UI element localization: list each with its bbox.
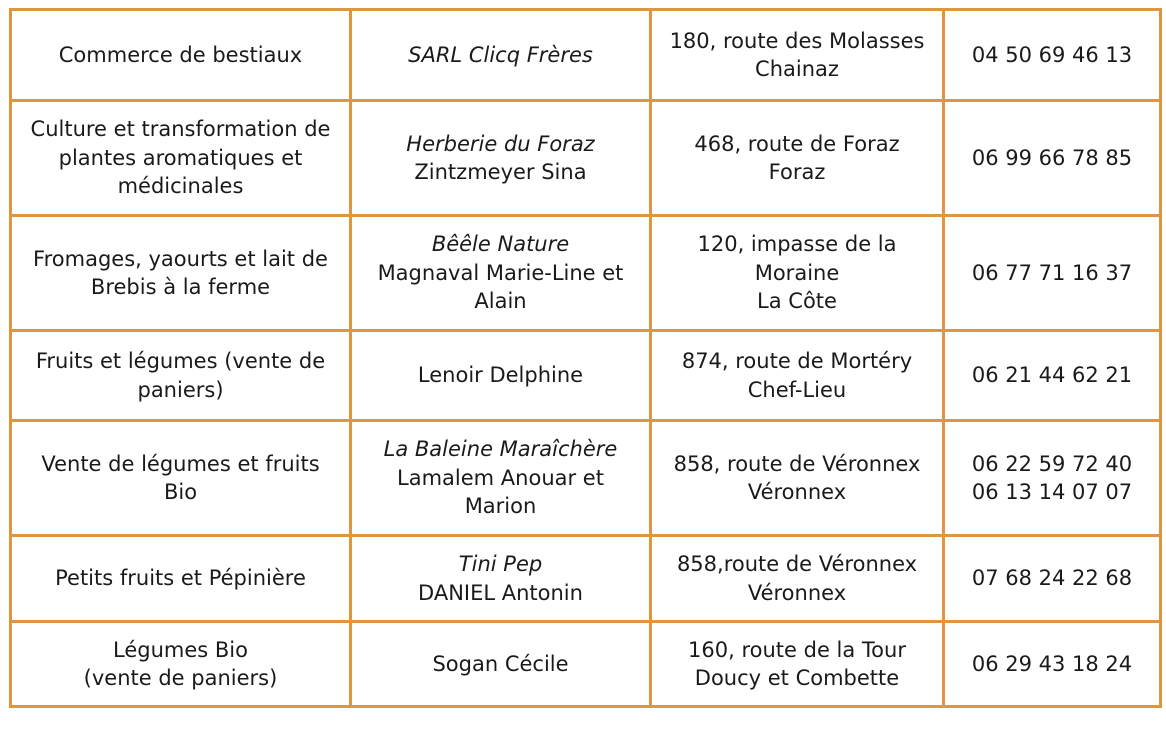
table-row bbox=[12, 332, 1159, 419]
owner-name: DANIEL Antonin bbox=[418, 580, 583, 605]
phone-cell bbox=[945, 11, 1159, 99]
address-line: 858, route de Véronnex bbox=[673, 451, 921, 476]
activity-line: Petits fruits et Pépinière bbox=[55, 566, 306, 591]
activity-cell bbox=[12, 332, 349, 419]
activity-line: Brebis à la ferme bbox=[90, 275, 271, 299]
phone-number: 06 29 43 18 24 bbox=[971, 651, 1133, 676]
phone-cell bbox=[945, 102, 1159, 214]
owner-name: Sogan Cécile bbox=[432, 651, 569, 676]
table-row bbox=[12, 11, 1159, 99]
owner-name: Magnaval Marie-Line et bbox=[377, 260, 624, 285]
owner-name: Alain bbox=[474, 289, 527, 314]
owner-name: Zintzmeyer Sina bbox=[414, 160, 587, 184]
activity-line: Fruits et légumes (vente de bbox=[35, 349, 326, 373]
phone-number: 06 22 59 72 40 bbox=[971, 451, 1133, 476]
phone-cell bbox=[945, 422, 1159, 534]
producers-table-container bbox=[9, 8, 1162, 708]
producer-cell bbox=[352, 217, 649, 329]
address-cell bbox=[652, 422, 942, 534]
address-cell bbox=[652, 11, 942, 99]
activity-cell bbox=[12, 422, 349, 534]
table-row bbox=[12, 422, 1159, 534]
activity-line: plantes aromatiques et bbox=[58, 145, 303, 170]
address-line: Véronnex bbox=[747, 480, 847, 504]
address-line: 160, route de la Tour bbox=[688, 637, 906, 662]
activity-cell bbox=[12, 217, 349, 329]
producer-cell bbox=[352, 623, 649, 705]
address-line: Foraz bbox=[768, 160, 826, 184]
phone-cell bbox=[945, 217, 1159, 329]
activity-cell bbox=[12, 537, 349, 620]
producer-cell bbox=[352, 422, 649, 534]
business-name: Tini Pep bbox=[458, 552, 543, 576]
activity-line: Commerce de bestiaux bbox=[58, 42, 303, 67]
phone-number: 06 77 71 16 37 bbox=[971, 260, 1133, 285]
phone-cell bbox=[945, 332, 1159, 419]
phone-cell bbox=[945, 537, 1159, 620]
activity-line: Culture et transformation de bbox=[30, 117, 331, 142]
address-line: Véronnex bbox=[747, 580, 847, 605]
table-row bbox=[12, 623, 1159, 705]
activity-line: médicinales bbox=[117, 174, 244, 199]
producer-cell bbox=[352, 332, 649, 419]
address-cell bbox=[652, 217, 942, 329]
owner-name: Lenoir Delphine bbox=[417, 363, 584, 388]
owner-name: Lamalem Anouar et bbox=[397, 465, 604, 490]
address-line: 468, route de Foraz bbox=[694, 131, 900, 156]
activity-line: Légumes Bio bbox=[113, 637, 248, 662]
producer-cell bbox=[352, 537, 649, 620]
address-cell bbox=[652, 623, 942, 705]
activity-cell bbox=[12, 102, 349, 214]
address-line: Moraine bbox=[754, 260, 840, 285]
address-line: 874, route de Mortéry bbox=[681, 349, 913, 373]
phone-number: 06 99 66 78 85 bbox=[971, 145, 1133, 170]
table-row bbox=[12, 217, 1159, 329]
business-name: Bêêle Nature bbox=[431, 232, 570, 257]
activity-line: Vente de légumes et fruits bbox=[41, 451, 320, 476]
address-cell bbox=[652, 537, 942, 620]
address-line: Chainaz bbox=[755, 57, 839, 81]
address-line: 120, impasse de la bbox=[697, 232, 897, 257]
address-line: Chef-Lieu bbox=[747, 377, 847, 402]
business-name: SARL Clicq Frères bbox=[408, 42, 593, 67]
owner-name: Marion bbox=[464, 494, 537, 519]
phone-number: 06 13 14 07 07 bbox=[971, 480, 1133, 504]
table-row bbox=[12, 102, 1159, 214]
address-line: Doucy et Combette bbox=[694, 666, 900, 690]
address-cell bbox=[652, 332, 942, 419]
business-name: La Baleine Maraîchère bbox=[383, 437, 618, 462]
producer-cell bbox=[352, 11, 649, 99]
activity-line: (vente de paniers) bbox=[83, 666, 278, 690]
address-line: 180, route des Molasses bbox=[669, 28, 925, 53]
business-name: Herberie du Foraz bbox=[406, 131, 595, 156]
activity-cell bbox=[12, 623, 349, 705]
producer-cell bbox=[352, 102, 649, 214]
activity-line: Bio bbox=[163, 480, 198, 504]
phone-number: 04 50 69 46 13 bbox=[971, 42, 1133, 67]
address-cell bbox=[652, 102, 942, 214]
table-row bbox=[12, 537, 1159, 620]
phone-number: 06 21 44 62 21 bbox=[971, 363, 1133, 388]
phone-number: 07 68 24 22 68 bbox=[971, 566, 1133, 591]
address-line: La Côte bbox=[757, 289, 837, 314]
activity-line: paniers) bbox=[137, 377, 224, 402]
address-line: 858,route de Véronnex bbox=[676, 552, 918, 576]
activity-cell bbox=[12, 11, 349, 99]
activity-line: Fromages, yaourts et lait de bbox=[33, 246, 328, 271]
phone-cell bbox=[945, 623, 1159, 705]
producers-table bbox=[9, 8, 1162, 708]
